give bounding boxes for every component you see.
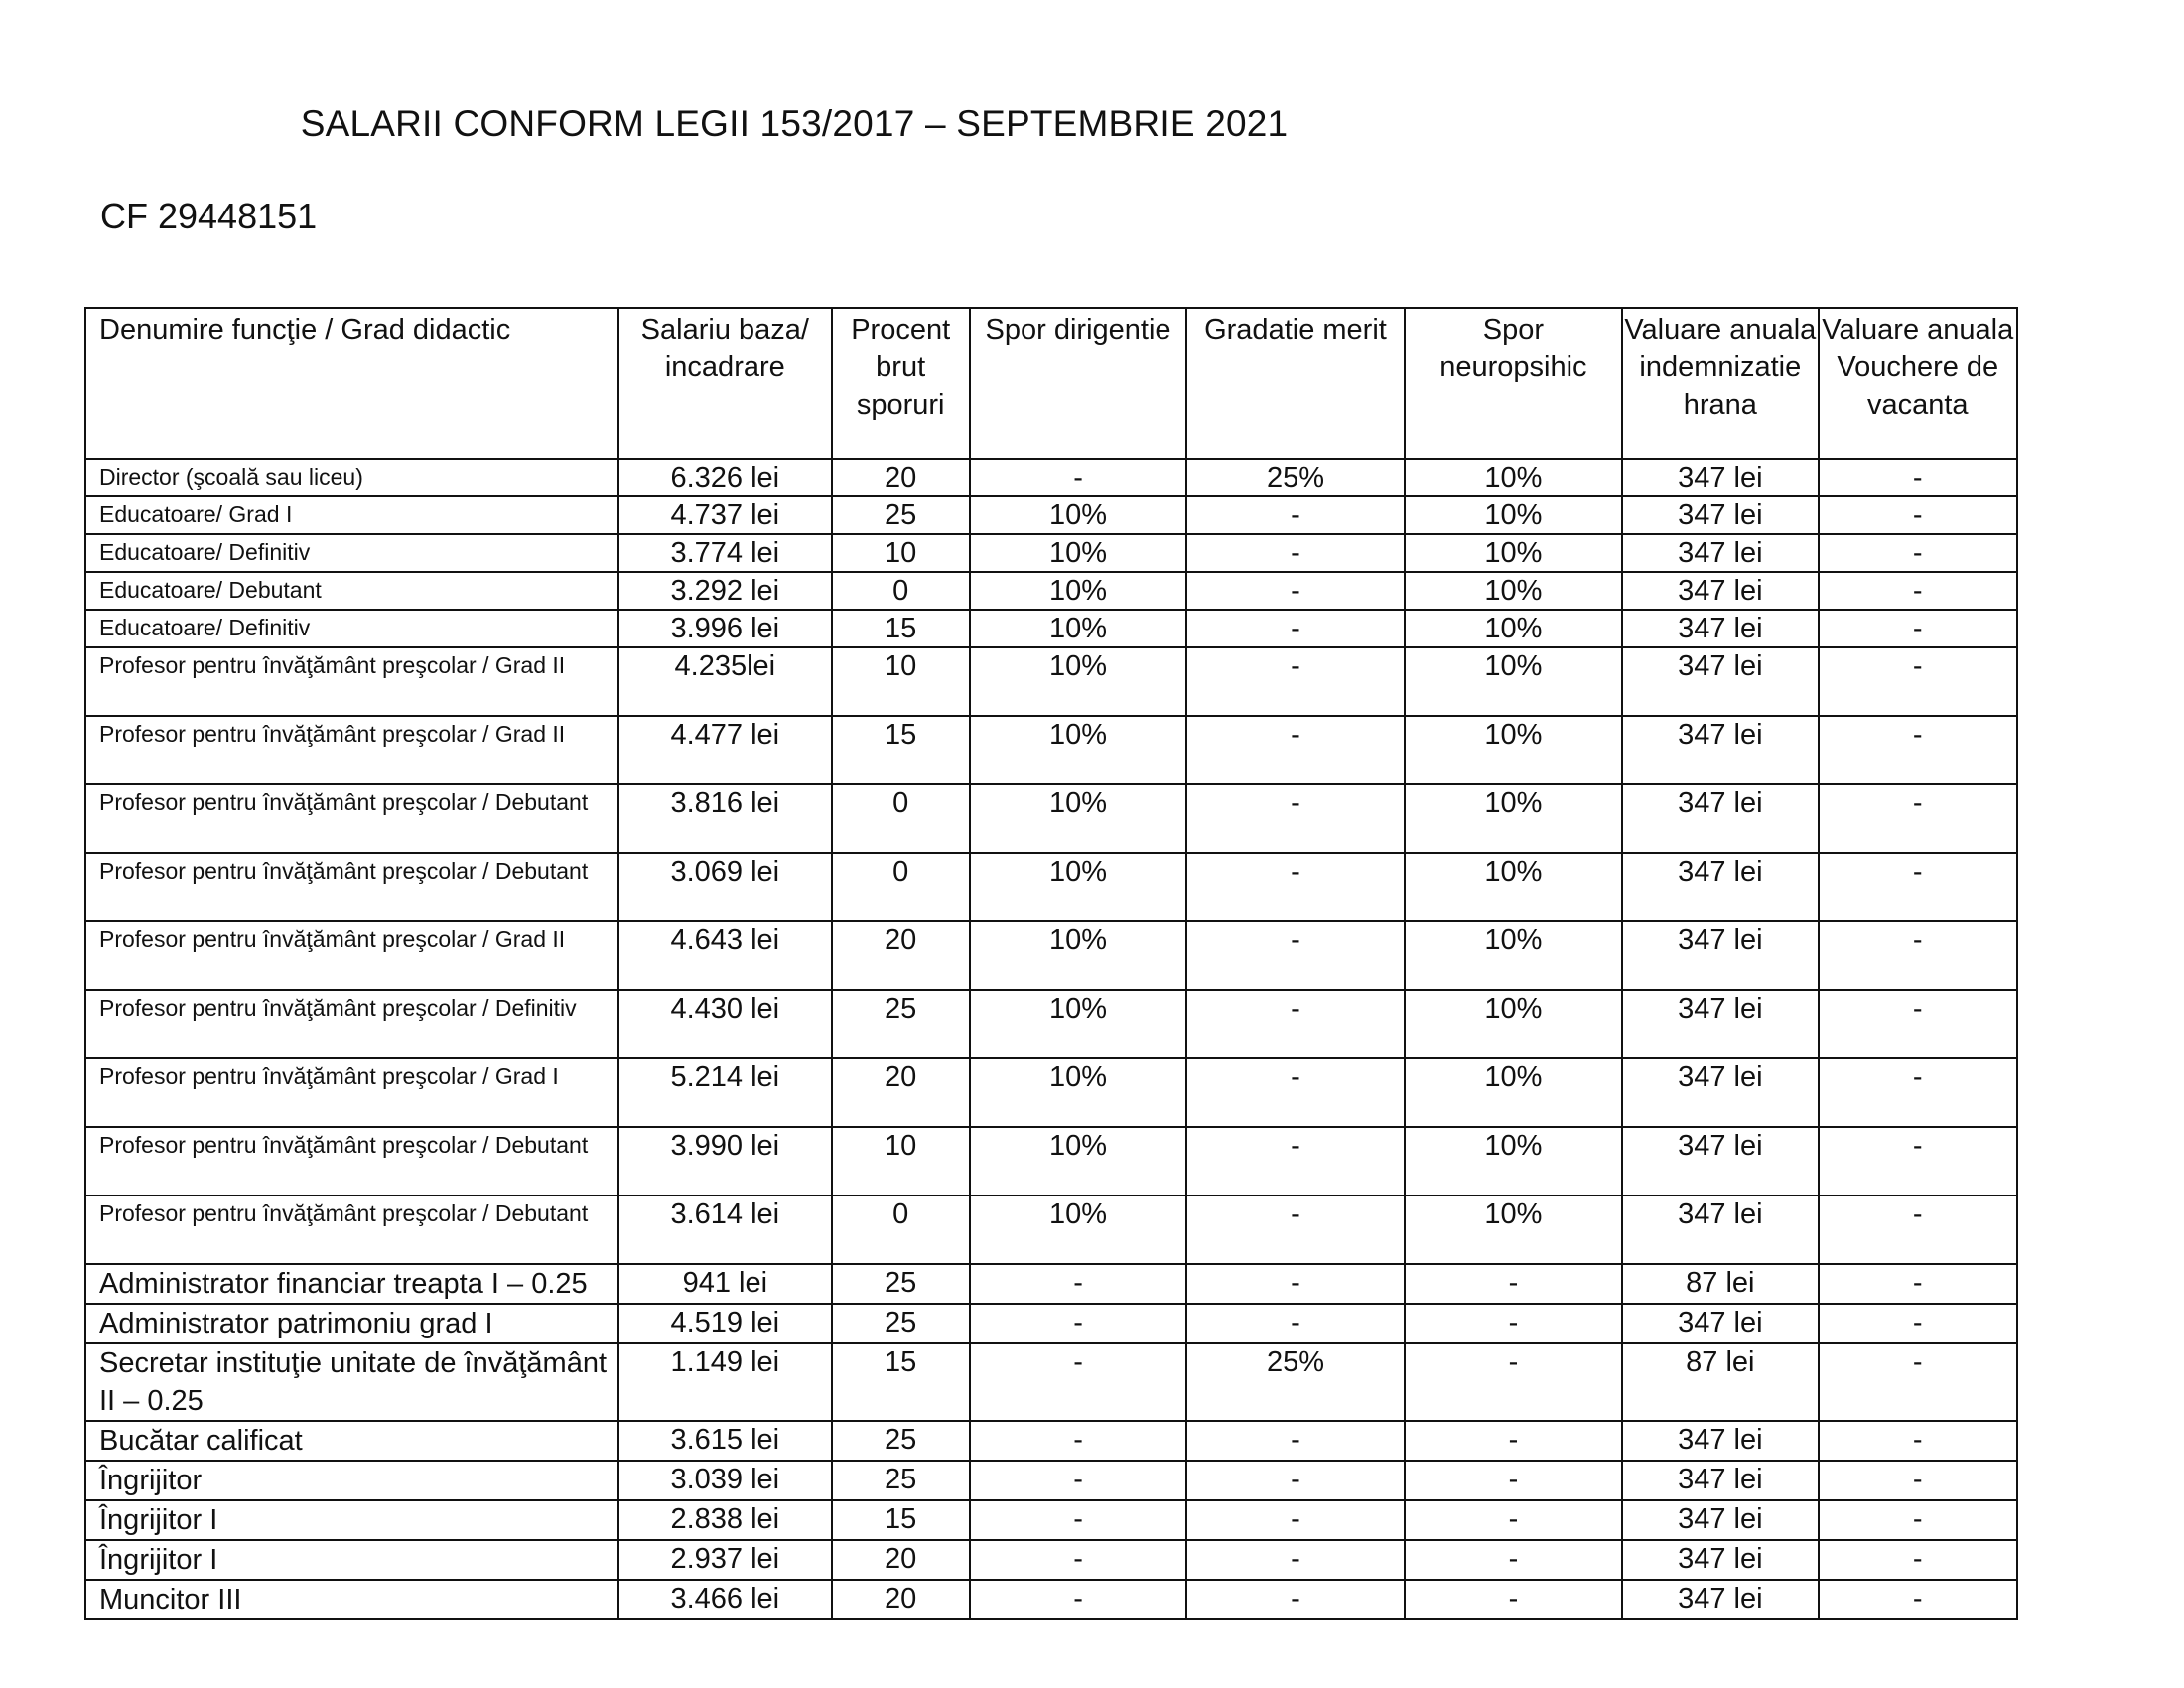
table-row — [85, 921, 2017, 990]
cell-neuropsychic-bonus: - — [1405, 1264, 1622, 1304]
cell-neuropsychic-bonus: 10% — [1405, 1196, 1622, 1264]
cell-neuropsychic-bonus: 10% — [1405, 610, 1622, 647]
table-body — [85, 459, 2017, 1619]
cell-bonus-percent: 15 — [832, 716, 970, 784]
cell-food-allowance: 347 lei — [1622, 534, 1818, 572]
header-function: Denumire funcţie / Grad didactic — [85, 308, 618, 459]
table-row — [85, 1500, 2017, 1540]
cell-vacation-vouchers: - — [1819, 1264, 2017, 1304]
cell-merit-grade: - — [1186, 1127, 1404, 1196]
cell-merit-grade: - — [1186, 1540, 1404, 1580]
cell-vacation-vouchers: - — [1819, 990, 2017, 1058]
cell-merit-grade: 25% — [1186, 459, 1404, 496]
cell-food-allowance: 347 lei — [1622, 1461, 1818, 1500]
cell-base-salary: 4.430 lei — [618, 990, 831, 1058]
cell-food-allowance: 347 lei — [1622, 1196, 1818, 1264]
cell-merit-grade: - — [1186, 534, 1404, 572]
table-row — [85, 647, 2017, 716]
cell-vacation-vouchers: - — [1819, 716, 2017, 784]
cell-food-allowance: 347 lei — [1622, 1540, 1818, 1580]
cell-merit-grade: - — [1186, 1500, 1404, 1540]
cell-food-allowance: 347 lei — [1622, 459, 1818, 496]
cell-food-allowance: 347 lei — [1622, 1127, 1818, 1196]
cell-merit-grade: - — [1186, 1264, 1404, 1304]
cell-vacation-vouchers: - — [1819, 1058, 2017, 1127]
cell-class-master-bonus: 10% — [970, 784, 1186, 853]
table-row — [85, 853, 2017, 921]
cell-food-allowance: 347 lei — [1622, 610, 1818, 647]
cell-class-master-bonus: 10% — [970, 610, 1186, 647]
cell-base-salary: 3.816 lei — [618, 784, 831, 853]
cell-merit-grade: - — [1186, 1421, 1404, 1461]
cell-function: Îngrijitor I — [85, 1540, 618, 1580]
cell-class-master-bonus: - — [970, 1343, 1186, 1421]
table-header-row — [85, 308, 2017, 459]
cell-neuropsychic-bonus: - — [1405, 1343, 1622, 1421]
salary-table — [84, 307, 2018, 1620]
document-title: SALARII CONFORM LEGII 153/2017 – SEPTEMBRIE 2021 — [300, 103, 1289, 144]
cell-function: Profesor pentru învăţământ preşcolar / Grad I — [85, 1058, 618, 1127]
cell-function: Muncitor III — [85, 1580, 618, 1619]
table-row — [85, 1343, 2017, 1421]
fiscal-code: CF 29448151 — [100, 196, 318, 236]
cell-function: Educatoare/ Definitiv — [85, 610, 618, 647]
cell-food-allowance: 347 lei — [1622, 1421, 1818, 1461]
cell-neuropsychic-bonus: 10% — [1405, 1127, 1622, 1196]
cell-vacation-vouchers: - — [1819, 1343, 2017, 1421]
cell-bonus-percent: 25 — [832, 990, 970, 1058]
cell-neuropsychic-bonus: - — [1405, 1500, 1622, 1540]
cell-neuropsychic-bonus: - — [1405, 1540, 1622, 1580]
cell-class-master-bonus: 10% — [970, 1127, 1186, 1196]
cell-class-master-bonus: - — [970, 1580, 1186, 1619]
cell-food-allowance: 347 lei — [1622, 990, 1818, 1058]
cell-vacation-vouchers: - — [1819, 1580, 2017, 1619]
cell-base-salary: 3.292 lei — [618, 572, 831, 610]
cell-merit-grade: - — [1186, 572, 1404, 610]
cell-base-salary: 2.838 lei — [618, 1500, 831, 1540]
cell-bonus-percent: 25 — [832, 1421, 970, 1461]
cell-merit-grade: - — [1186, 921, 1404, 990]
cell-base-salary: 941 lei — [618, 1264, 831, 1304]
cell-function: Secretar instituţie unitate de învăţământ II – 0.25 — [85, 1343, 618, 1421]
table-row — [85, 990, 2017, 1058]
cell-base-salary: 4.519 lei — [618, 1304, 831, 1343]
table-row — [85, 784, 2017, 853]
cell-class-master-bonus: 10% — [970, 1058, 1186, 1127]
cell-bonus-percent: 10 — [832, 647, 970, 716]
cell-base-salary: 3.996 lei — [618, 610, 831, 647]
cell-class-master-bonus: - — [970, 1540, 1186, 1580]
cell-function: Administrator financiar treapta I – 0.25 — [85, 1264, 618, 1304]
cell-base-salary: 3.069 lei — [618, 853, 831, 921]
cell-food-allowance: 347 lei — [1622, 496, 1818, 534]
cell-neuropsychic-bonus: 10% — [1405, 853, 1622, 921]
cell-function: Profesor pentru învăţământ preşcolar / Debutant — [85, 1127, 618, 1196]
cell-bonus-percent: 0 — [832, 853, 970, 921]
cell-bonus-percent: 20 — [832, 1580, 970, 1619]
table-row — [85, 610, 2017, 647]
cell-food-allowance: 347 lei — [1622, 716, 1818, 784]
cell-merit-grade: - — [1186, 853, 1404, 921]
cell-food-allowance: 347 lei — [1622, 1304, 1818, 1343]
cell-merit-grade: - — [1186, 990, 1404, 1058]
cell-vacation-vouchers: - — [1819, 1500, 2017, 1540]
cell-vacation-vouchers: - — [1819, 853, 2017, 921]
cell-bonus-percent: 20 — [832, 1540, 970, 1580]
cell-merit-grade: - — [1186, 784, 1404, 853]
cell-neuropsychic-bonus: - — [1405, 1421, 1622, 1461]
cell-neuropsychic-bonus: - — [1405, 1461, 1622, 1500]
cell-function: Administrator patrimoniu grad I — [85, 1304, 618, 1343]
cell-class-master-bonus: - — [970, 1264, 1186, 1304]
cell-bonus-percent: 10 — [832, 1127, 970, 1196]
cell-food-allowance: 347 lei — [1622, 1580, 1818, 1619]
cell-food-allowance: 87 lei — [1622, 1343, 1818, 1421]
cell-bonus-percent: 25 — [832, 1304, 970, 1343]
cell-neuropsychic-bonus: - — [1405, 1304, 1622, 1343]
header-merit-grade: Gradatie merit — [1186, 308, 1404, 459]
table-row — [85, 716, 2017, 784]
cell-bonus-percent: 20 — [832, 921, 970, 990]
cell-class-master-bonus: 10% — [970, 496, 1186, 534]
cell-function: Profesor pentru învăţământ preşcolar / Definitiv — [85, 990, 618, 1058]
cell-class-master-bonus: 10% — [970, 716, 1186, 784]
cell-class-master-bonus: 10% — [970, 921, 1186, 990]
cell-vacation-vouchers: - — [1819, 459, 2017, 496]
table-row — [85, 1058, 2017, 1127]
cell-food-allowance: 347 lei — [1622, 1500, 1818, 1540]
cell-merit-grade: - — [1186, 1580, 1404, 1619]
cell-function: Profesor pentru învăţământ preşcolar / Grad II — [85, 716, 618, 784]
cell-bonus-percent: 15 — [832, 1500, 970, 1540]
cell-neuropsychic-bonus: 10% — [1405, 784, 1622, 853]
cell-base-salary: 3.466 lei — [618, 1580, 831, 1619]
cell-class-master-bonus: 10% — [970, 534, 1186, 572]
cell-function: Profesor pentru învăţământ preşcolar / Debutant — [85, 1196, 618, 1264]
cell-vacation-vouchers: - — [1819, 647, 2017, 716]
cell-bonus-percent: 10 — [832, 534, 970, 572]
cell-class-master-bonus: - — [970, 1500, 1186, 1540]
table-row — [85, 1421, 2017, 1461]
table-row — [85, 1580, 2017, 1619]
cell-function: Director (şcoală sau liceu) — [85, 459, 618, 496]
cell-food-allowance: 347 lei — [1622, 647, 1818, 716]
cell-base-salary: 6.326 lei — [618, 459, 831, 496]
header-class-master-bonus: Spor dirigentie — [970, 308, 1186, 459]
cell-class-master-bonus: 10% — [970, 990, 1186, 1058]
cell-class-master-bonus: 10% — [970, 853, 1186, 921]
header-food-allowance: Valuare anuala indemnizatie hrana — [1622, 308, 1818, 459]
cell-vacation-vouchers: - — [1819, 534, 2017, 572]
cell-merit-grade: - — [1186, 647, 1404, 716]
cell-function: Profesor pentru învăţământ preşcolar / Grad II — [85, 921, 618, 990]
cell-bonus-percent: 25 — [832, 496, 970, 534]
cell-food-allowance: 347 lei — [1622, 784, 1818, 853]
cell-neuropsychic-bonus: 10% — [1405, 572, 1622, 610]
cell-class-master-bonus: - — [970, 1421, 1186, 1461]
cell-base-salary: 4.235lei — [618, 647, 831, 716]
header-base-salary: Salariu baza/ incadrare — [618, 308, 831, 459]
cell-vacation-vouchers: - — [1819, 1196, 2017, 1264]
cell-merit-grade: 25% — [1186, 1343, 1404, 1421]
cell-function: Îngrijitor I — [85, 1500, 618, 1540]
cell-bonus-percent: 0 — [832, 784, 970, 853]
cell-vacation-vouchers: - — [1819, 1461, 2017, 1500]
cell-vacation-vouchers: - — [1819, 1421, 2017, 1461]
table-row — [85, 496, 2017, 534]
cell-neuropsychic-bonus: 10% — [1405, 1058, 1622, 1127]
cell-base-salary: 3.774 lei — [618, 534, 831, 572]
cell-base-salary: 5.214 lei — [618, 1058, 831, 1127]
cell-food-allowance: 347 lei — [1622, 853, 1818, 921]
cell-bonus-percent: 15 — [832, 610, 970, 647]
cell-function: Profesor pentru învăţământ preşcolar / Debutant — [85, 784, 618, 853]
cell-base-salary: 4.477 lei — [618, 716, 831, 784]
cell-merit-grade: - — [1186, 1461, 1404, 1500]
cell-bonus-percent: 0 — [832, 572, 970, 610]
cell-bonus-percent: 0 — [832, 1196, 970, 1264]
cell-class-master-bonus: 10% — [970, 647, 1186, 716]
cell-neuropsychic-bonus: 10% — [1405, 716, 1622, 784]
cell-merit-grade: - — [1186, 496, 1404, 534]
cell-neuropsychic-bonus: - — [1405, 1580, 1622, 1619]
cell-neuropsychic-bonus: 10% — [1405, 459, 1622, 496]
cell-vacation-vouchers: - — [1819, 572, 2017, 610]
cell-class-master-bonus: 10% — [970, 572, 1186, 610]
cell-neuropsychic-bonus: 10% — [1405, 534, 1622, 572]
cell-class-master-bonus: 10% — [970, 1196, 1186, 1264]
cell-neuropsychic-bonus: 10% — [1405, 647, 1622, 716]
cell-function: Educatoare/ Definitiv — [85, 534, 618, 572]
cell-base-salary: 2.937 lei — [618, 1540, 831, 1580]
cell-base-salary: 3.615 lei — [618, 1421, 831, 1461]
cell-bonus-percent: 20 — [832, 1058, 970, 1127]
cell-vacation-vouchers: - — [1819, 610, 2017, 647]
table-row — [85, 459, 2017, 496]
cell-bonus-percent: 15 — [832, 1343, 970, 1421]
cell-function: Educatoare/ Debutant — [85, 572, 618, 610]
table-row — [85, 534, 2017, 572]
cell-bonus-percent: 25 — [832, 1461, 970, 1500]
table-row — [85, 1461, 2017, 1500]
cell-food-allowance: 347 lei — [1622, 921, 1818, 990]
cell-base-salary: 3.039 lei — [618, 1461, 831, 1500]
cell-merit-grade: - — [1186, 610, 1404, 647]
cell-vacation-vouchers: - — [1819, 1127, 2017, 1196]
table-row — [85, 1127, 2017, 1196]
cell-function: Profesor pentru învăţământ preşcolar / Debutant — [85, 853, 618, 921]
cell-base-salary: 4.737 lei — [618, 496, 831, 534]
cell-vacation-vouchers: - — [1819, 784, 2017, 853]
cell-neuropsychic-bonus: 10% — [1405, 921, 1622, 990]
cell-bonus-percent: 20 — [832, 459, 970, 496]
cell-base-salary: 3.614 lei — [618, 1196, 831, 1264]
cell-function: Îngrijitor — [85, 1461, 618, 1500]
cell-merit-grade: - — [1186, 1058, 1404, 1127]
cell-merit-grade: - — [1186, 1304, 1404, 1343]
cell-merit-grade: - — [1186, 1196, 1404, 1264]
cell-base-salary: 1.149 lei — [618, 1343, 831, 1421]
table-row — [85, 1264, 2017, 1304]
cell-class-master-bonus: - — [970, 459, 1186, 496]
header-neuropsychic-bonus: Spor neuropsihic — [1405, 308, 1622, 459]
cell-function: Bucătar calificat — [85, 1421, 618, 1461]
table-row — [85, 572, 2017, 610]
cell-base-salary: 3.990 lei — [618, 1127, 831, 1196]
cell-function: Educatoare/ Grad I — [85, 496, 618, 534]
cell-food-allowance: 87 lei — [1622, 1264, 1818, 1304]
cell-vacation-vouchers: - — [1819, 496, 2017, 534]
cell-base-salary: 4.643 lei — [618, 921, 831, 990]
cell-neuropsychic-bonus: 10% — [1405, 990, 1622, 1058]
cell-bonus-percent: 25 — [832, 1264, 970, 1304]
cell-vacation-vouchers: - — [1819, 1304, 2017, 1343]
cell-food-allowance: 347 lei — [1622, 1058, 1818, 1127]
cell-merit-grade: - — [1186, 716, 1404, 784]
table-row — [85, 1304, 2017, 1343]
table-row — [85, 1540, 2017, 1580]
table-row — [85, 1196, 2017, 1264]
cell-vacation-vouchers: - — [1819, 1540, 2017, 1580]
cell-class-master-bonus: - — [970, 1304, 1186, 1343]
header-vacation-vouchers: Valuare anuala Vouchere de vacanta — [1819, 308, 2017, 459]
cell-class-master-bonus: - — [970, 1461, 1186, 1500]
cell-function: Profesor pentru învăţământ preşcolar / Grad II — [85, 647, 618, 716]
cell-neuropsychic-bonus: 10% — [1405, 496, 1622, 534]
cell-vacation-vouchers: - — [1819, 921, 2017, 990]
header-bonus-percent: Procent brut sporuri — [832, 308, 970, 459]
cell-food-allowance: 347 lei — [1622, 572, 1818, 610]
